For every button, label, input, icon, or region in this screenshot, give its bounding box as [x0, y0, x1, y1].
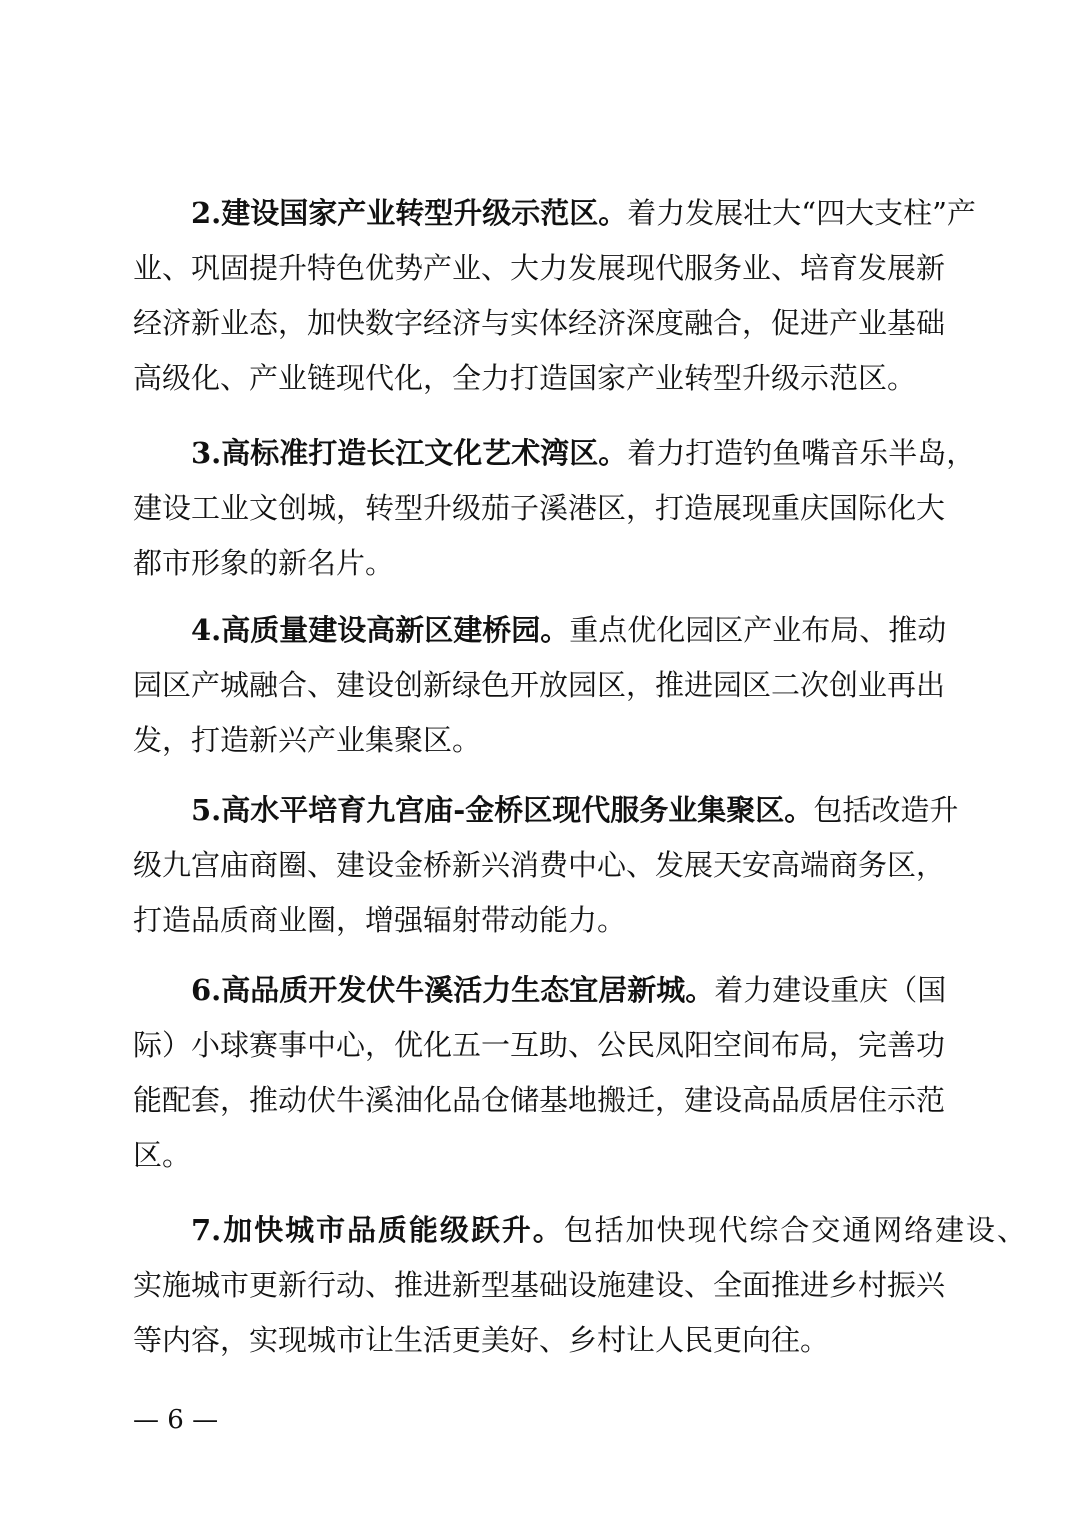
paragraph-heading: 2.建设国家产业转型升级示范区。	[191, 196, 628, 230]
paragraph-line	[133, 963, 945, 1018]
paragraph-line: 建设工业文创城，转型升级茄子溪港区，打造展现重庆国际化大	[133, 491, 946, 525]
paragraph-line: 实施城市更新行动、推进新型基础设施建设、全面推进乡村振兴	[133, 1268, 946, 1302]
paragraph-text: 着力建设重庆（国	[714, 973, 947, 1007]
paragraph-line: 高级化、产业链现代化，全力打造国家产业转型升级示范区。	[133, 361, 917, 395]
paragraph-heading: 5.高水平培育九宫庙-金桥区现代服务业集聚区。	[191, 793, 814, 827]
paragraph-line	[133, 1203, 1026, 1258]
paragraph-line: 际）小球赛事中心，优化五一互助、公民凤阳空间布局，完善功	[133, 1028, 946, 1062]
paragraph-line: 能配套，推动伏牛溪油化品仓储基地搬迁，建设高品质居住示范	[133, 1083, 946, 1117]
paragraph-line: 经济新业态，加快数字经济与实体经济深度融合，促进产业基础	[133, 306, 946, 340]
paragraph-text: 重点优化园区产业布局、推动	[569, 613, 947, 647]
paragraph-4	[133, 603, 945, 768]
paragraph-line: 区。	[133, 1138, 192, 1172]
paragraph-line	[133, 603, 945, 658]
paragraph-3	[133, 426, 976, 591]
paragraph-5	[133, 783, 959, 948]
paragraph-text: 包括改造升	[813, 793, 959, 827]
paragraph-heading: 3.高标准打造长江文化艺术湾区。	[191, 436, 628, 470]
paragraph-line	[133, 783, 959, 838]
paragraph-text: 着力发展壮大“四大支柱”产	[627, 196, 976, 230]
paragraph-line: 园区产城融合、建设创新绿色开放园区，推进园区二次创业再出	[133, 668, 946, 702]
paragraph-text: 着力打造钓鱼嘴音乐半岛，	[627, 436, 976, 470]
paragraph-line	[133, 426, 976, 481]
paragraph-6	[133, 963, 945, 1183]
paragraph-2	[133, 186, 976, 406]
page-number: — 6 —	[133, 1405, 219, 1435]
paragraph-line: 业、巩固提升特色优势产业、大力发展现代服务业、培育发展新	[133, 251, 946, 285]
paragraph-7	[133, 1203, 1026, 1368]
paragraph-line: 级九宫庙商圈、建设金桥新兴消费中心、发展天安高端商务区，	[133, 848, 946, 882]
paragraph-heading: 4.高质量建设高新区建桥园。	[191, 613, 570, 647]
paragraph-line: 等内容，实现城市让生活更美好、乡村让人民更向往。	[133, 1323, 830, 1357]
paragraph-line: 打造品质商业圈，增强辐射带动能力。	[133, 903, 627, 937]
paragraph-line: 都市形象的新名片。	[133, 546, 395, 580]
paragraph-line	[133, 186, 976, 241]
paragraph-line: 发，打造新兴产业集聚区。	[133, 723, 482, 757]
paragraph-heading: 6.高品质开发伏牛溪活力生态宜居新城。	[191, 973, 715, 1007]
paragraph-heading: 7.加快城市品质能级跃升。	[191, 1213, 564, 1247]
paragraph-text: 包括加快现代综合交通网络建设、	[563, 1213, 1026, 1247]
